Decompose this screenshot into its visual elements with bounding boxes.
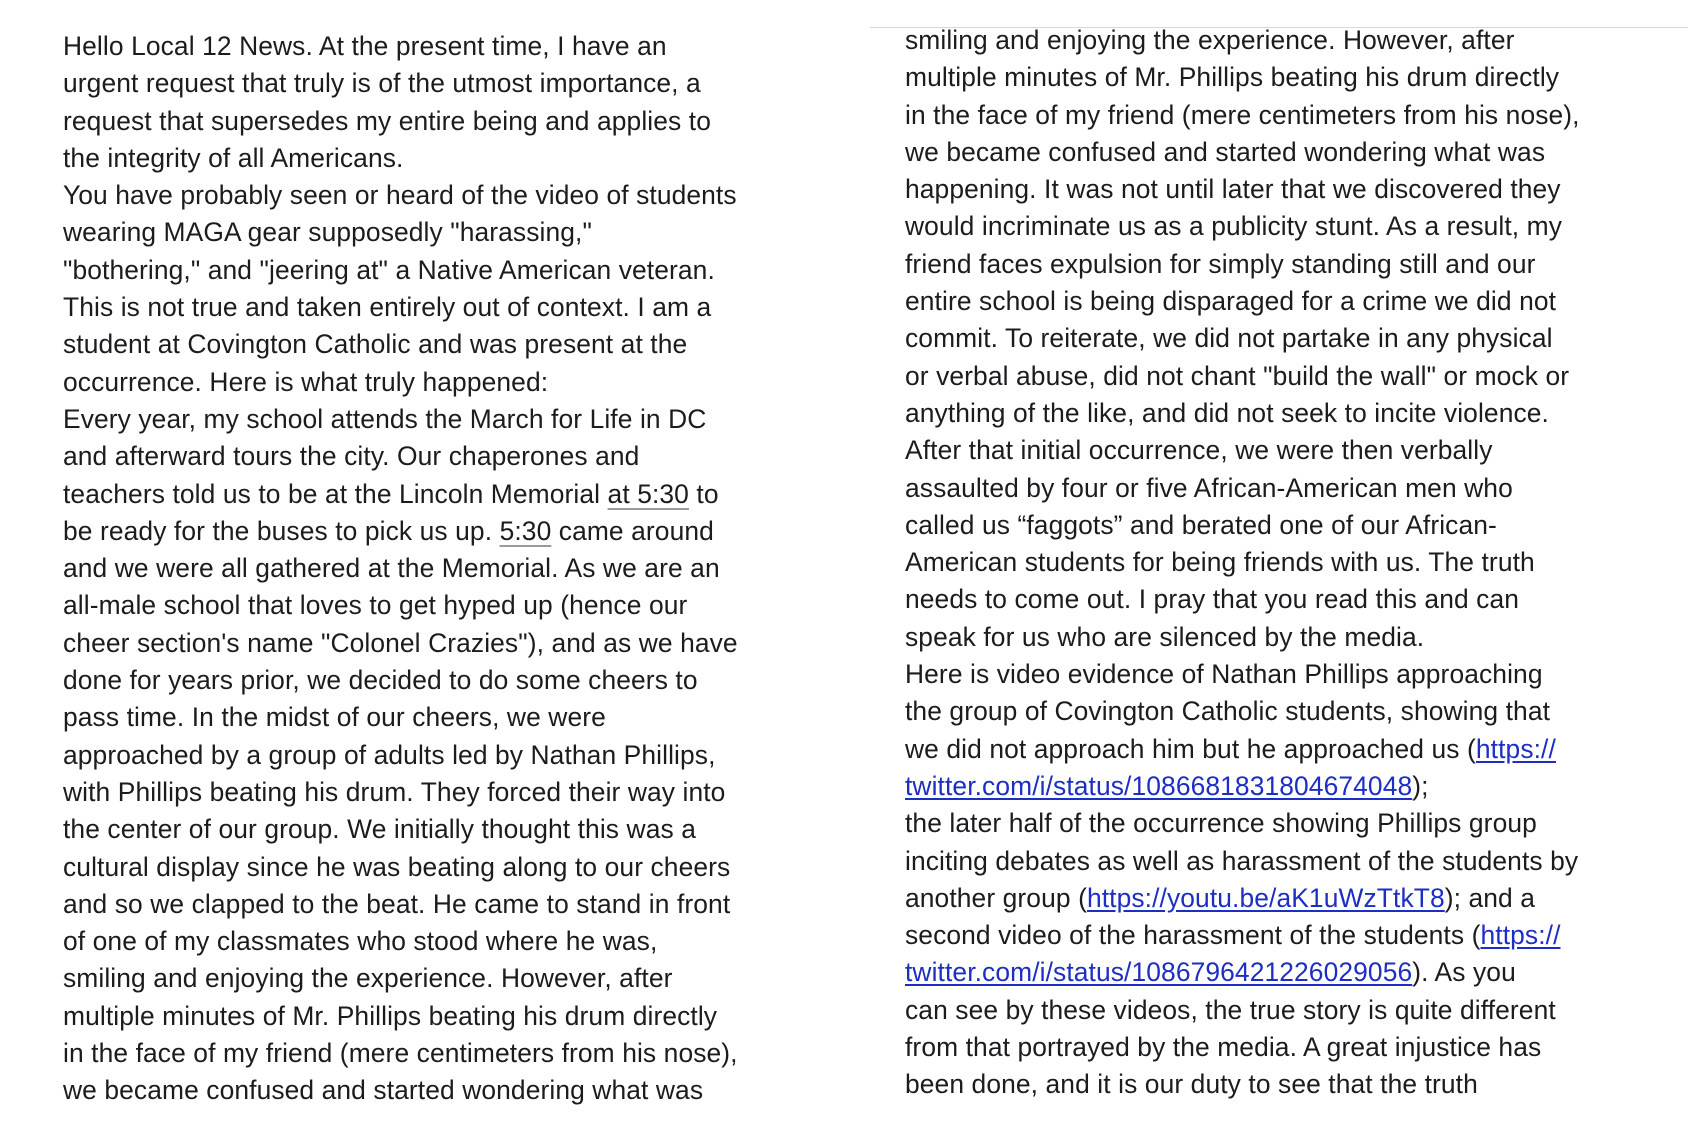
text-line: Every year, my school attends the March for Life in DC [63,403,707,434]
text-line: Here is video evidence of Nathan Phillips approaching [905,659,1543,690]
text-line: done for years prior, we decided to do some cheers to [63,665,698,696]
text-segment: another group ( [905,882,1087,913]
text-line: we became confused and started wondering what was [63,1075,704,1106]
text-line: needs to come out. I pray that you read this and can [905,584,1520,615]
text-segment: came around [551,515,714,546]
text-line: with Phillips beating his drum. They forced their way into [63,776,726,807]
text-line: This is not true and taken entirely out of context. I am a [63,292,712,323]
text-segment: ). As you [1412,957,1516,988]
text-line: cheer section's name "Colonel Crazies"), and as we have [63,627,738,658]
text-line: entire school is being disparaged for a crime we did not [905,286,1557,317]
text-line [63,476,870,513]
text-line [905,954,1688,991]
text-line: pass time. In the midst of our cheers, we were [63,702,606,733]
text-line: "bothering," and "jeering at" a Native American veteran. [63,254,715,285]
text-line: wearing MAGA gear supposedly "harassing," [63,217,592,248]
text-line: from that portrayed by the media. A great injustice has [905,1032,1542,1063]
text-line: cultural display since he was beating along to our cheers [63,851,731,882]
text-line: multiple minutes of Mr. Phillips beating his drum directly [63,1000,718,1031]
text-line [905,917,1688,954]
text-line: of one of my classmates who stood where he was, [63,926,658,957]
text-segment: ); [1412,770,1429,801]
text-line: and afterward tours the city. Our chaperones and [63,441,640,472]
text-line: commit. To reiterate, we did not partake in any physical [905,323,1553,354]
twitter-link-1[interactable]: https:// [1475,733,1556,764]
text-line: smiling and enjoying the experience. However, after [63,963,673,994]
twitter-link-1[interactable]: twitter.com/i/status/1086681831804674048 [905,770,1413,801]
text-line: student at Covington Catholic and was present at the [63,329,688,360]
text-line: occurrence. Here is what truly happened: [63,366,549,397]
text-line: the integrity of all Americans. [63,142,404,173]
text-segment: teachers told us to be at the Lincoln Memorial [63,478,608,509]
time-reference[interactable]: at 5:30 [607,478,689,509]
text-line: we became confused and started wondering what was [905,136,1546,167]
youtube-link[interactable]: https://youtu.be/aK1uWzTtkT8 [1086,882,1445,913]
text-line: friend faces expulsion for simply standing still and our [905,248,1536,279]
text-line: Hello Local 12 News. At the present time, I have an [63,31,667,61]
text-line: the later half of the occurrence showing Phillips group [905,808,1537,839]
text-line: and we were all gathered at the Memorial. As we are an [63,553,720,584]
text-line: the center of our group. We initially thought this was a [63,814,696,845]
text-line: and so we clapped to the beat. He came to stand in front [63,888,731,919]
text-line: anything of the like, and did not seek to incite violence. [905,397,1549,428]
text-line: inciting debates as well as harassment of the students by [905,845,1579,876]
text-line [905,768,1688,805]
text-line: would incriminate us as a publicity stunt. As a result, my [905,211,1563,242]
left-text-lines [63,28,870,1110]
text-line [905,880,1688,917]
text-line: After that initial occurrence, we were then verbally [905,435,1493,466]
text-line [905,731,1688,768]
text-line: can see by these videos, the true story is quite different [905,994,1556,1025]
text-segment: we did not approach him but he approached us ( [905,733,1476,764]
text-line: all-male school that loves to get hyped up (hence our [63,590,688,621]
text-line: or verbal abuse, did not chant "build the wall" or mock or [905,360,1570,391]
text-line: the group of Covington Catholic students, showing that [905,696,1551,727]
text-line: You have probably seen or heard of the video of students [63,180,737,211]
twitter-link-2[interactable]: twitter.com/i/status/1086796421226029056 [905,957,1413,988]
time-reference[interactable]: 5:30 [499,515,552,546]
text-line: American students for being friends with us. The truth [905,547,1535,578]
twitter-link-2[interactable]: https:// [1480,920,1561,951]
text-line [63,513,870,550]
text-line: in the face of my friend (mere centimeters from his nose), [905,99,1580,130]
text-line: assaulted by four or five African-American men who [905,472,1513,503]
text-segment: ); and a [1444,882,1536,913]
text-line: request that supersedes my entire being and applies to [63,105,711,136]
text-line: speak for us who are silenced by the media. [905,621,1425,652]
text-line: approached by a group of adults led by Nathan Phillips, [63,739,716,770]
text-segment: to [688,478,719,509]
right-text-column [870,0,1688,1124]
text-line: in the face of my friend (mere centimeters from his nose), [63,1038,738,1069]
text-line: smiling and enjoying the experience. However, after [905,25,1515,55]
text-line: urgent request that truly is of the utmost importance, a [63,68,701,99]
text-segment: be ready for the buses to pick us up. [63,515,500,546]
text-line: called us “faggots” and berated one of our African- [905,509,1497,540]
text-line: multiple minutes of Mr. Phillips beating his drum directly [905,62,1560,93]
text-line: been done, and it is our duty to see that the truth [905,1069,1478,1100]
text-segment: second video of the harassment of the students ( [905,920,1481,951]
right-text-lines [905,22,1688,1104]
text-line: happening. It was not until later that we discovered they [905,174,1561,205]
